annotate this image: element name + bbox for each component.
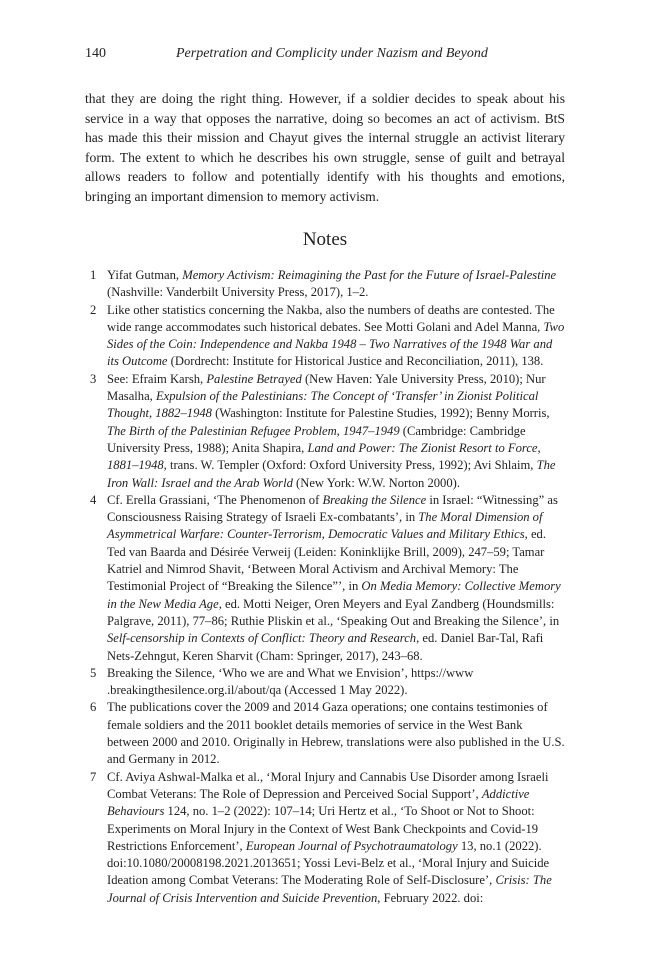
notes-heading: Notes <box>302 229 348 250</box>
note-title-italic: Crisis: The Journal of Crisis Intervention and Suicide Prevention <box>107 873 552 905</box>
note-item <box>85 699 565 768</box>
note-text-segment: (New York: W.W. Norton 2000). <box>292 475 460 490</box>
note-text-segment: Cf. Erella Grassiani, ‘The Phenomenon of <box>107 492 323 507</box>
body-paragraph: that they are doing the right thing. However, if a soldier decides to speak about his service in a way that opposes the narrative, doing so becomes an act of activism. BtS has made this their mission and Chayut gives the internal struggle an activist literary form. The extent to which he describes his own struggle, sense of guilt and betrayal allows readers to follow and potentially identify with his thoughts and emotions, bringing an important dimension to memory activism. <box>85 91 565 204</box>
note-item <box>85 665 565 700</box>
notes-list <box>85 267 565 907</box>
note-item <box>85 267 565 302</box>
note-text-segment: (Nashville: Vanderbilt University Press, 2017), 1–2. <box>107 285 369 300</box>
note-text-segment: Yifat Gutman, <box>107 268 183 282</box>
note-title-italic: European Journal of Psychotraumatology <box>245 838 458 853</box>
running-title: Perpetration and Complicity under Nazism and Beyond <box>176 46 488 61</box>
note-title-italic: The Birth of the Palestinian Refugee Problem, 1947–1949 <box>107 423 400 438</box>
note-title-italic: The Moral Dimension of Asymmetrical Warfare: Counter-Terrorism, Democratic Values and Military Ethics <box>107 510 543 542</box>
note-text-segment: , ed. Ted van Baarda and Désirée Verweij (Leiden: Koninklijke Brill, 2009), 247–59; Tamar Katriel and Nimrod Shavit, ‘Between Moral Activism and Archival Memory: The Testimonial Project of “Breaking the Silence”’, in <box>107 527 546 594</box>
note-number: 3 <box>90 371 97 386</box>
note-item <box>85 302 565 371</box>
page-number: 140 <box>85 46 106 61</box>
running-head <box>85 44 565 64</box>
note-item <box>85 492 565 665</box>
note-text <box>107 699 565 768</box>
note-number: 6 <box>90 700 97 715</box>
note-text <box>107 665 565 700</box>
note-title-italic: The Iron Wall: Israel and the Arab World <box>107 458 556 490</box>
note-text <box>107 371 565 492</box>
note-text-segment: in Israel: “Witnessing” as Consciousness Raising Strategy of Israeli Ex-combatants’, in <box>107 492 558 525</box>
note-text-segment: See: Efraim Karsh, <box>107 371 207 386</box>
note-text-segment: 124, no. 1–2 (2022): 107–14; Uri Hertz et al., ‘To Shoot or Not to Shoot: Experiments on Moral Injury in the Context of West Bank Checkpoints and Covid-19 Restrictions Enforcement’, <box>107 804 539 853</box>
note-text-segment: 13, no.1 (2022). doi:10.1080/20008198.2021.2013651; Yossi Levi-Belz et al., ‘Moral Injury and Suicide Ideation among Combat Veterans: The Moderating Role of Self-Disclosure’, <box>107 838 550 888</box>
note-number: 1 <box>90 268 97 282</box>
note-item <box>85 769 565 907</box>
note-title-italic: Land and Power: The Zionist Resort to Force, 1881–1948, <box>107 440 541 473</box>
note-text <box>107 492 565 665</box>
note-item <box>85 371 565 492</box>
note-text <box>107 302 565 371</box>
note-title-italic: Expulsion of the Palestinians: The Concept of ‘Transfer’ in Zionist Political Thought, 1882–1948 <box>107 389 539 421</box>
note-number: 5 <box>90 665 97 680</box>
note-text-segment: , ed. Motti Neiger, Oren Meyers and Eyal Zandberg (Houndsmills: Palgrave, 2011), 77–86; Ruthie Pliskin et al., ‘Speaking Out and Breaking the Silence’, in <box>107 596 560 628</box>
note-text-segment: (Cambridge: Cambridge University Press, 1988); Anita Shapira, <box>107 423 526 455</box>
note-number: 7 <box>90 769 97 784</box>
note-title-italic: On Media Memory: Collective Memory in the New Media Age <box>107 579 561 611</box>
note-text-segment: , ed. Daniel Bar-Tal, Rafi Nets-Zehngut, Keren Sharvit (Cham: Springer, 2017), 243–68. <box>107 631 544 663</box>
note-title-italic: Breaking the Silence <box>322 492 427 507</box>
note-text-segment: Like other statistics concerning the Nakba, also the numbers of deaths are contested. The wide range accommodates such historical debates. See Motti Golani and Adel Manna, <box>107 302 555 334</box>
note-title-italic: Self-censorship in Contexts of Conflict: Theory and Research <box>107 631 417 646</box>
note-text-segment: The publications cover the 2009 and 2014 Gaza operations; one contains testimonies of female soldiers and the 2011 booklet details memories of service in the West Bank between 2000 and 2010. Originally in Hebrew, translations were also published in the U.S. and Germany in 2012. <box>107 700 565 767</box>
note-text <box>107 769 565 907</box>
note-text-segment: Cf. Aviya Ashwal-Malka et al., ‘Moral Injury and Cannabis Use Disorder among Israeli Combat Veterans: The Role of Depression and Perceived Social Support’, <box>107 769 549 801</box>
note-text <box>107 267 565 302</box>
note-text-segment: (Washington: Institute for Palestine Studies, 1992); Benny Morris, <box>211 406 550 421</box>
note-text-segment: (New Haven: Yale University Press, 2010); Nur Masalha, <box>107 371 546 404</box>
note-title-italic: Palestine Betrayed <box>206 371 302 386</box>
note-title-italic: Two Sides of the Coin: Independence and Nakba 1948 – Two Narratives of the 1948 War and its Outcome <box>107 319 565 369</box>
note-text-segment: Breaking the Silence, ‘Who we are and What we Envision’, https://www .breakingthesilence.org.il/about/qa (Accessed 1 May 2022). <box>107 665 474 698</box>
note-title-italic: Addictive Behaviours <box>107 786 530 819</box>
note-number: 4 <box>90 492 97 507</box>
note-text-segment: trans. W. Templer (Oxford: Oxford University Press, 1992); Avi Shlaim, <box>166 458 537 473</box>
note-text-segment: (Dordrecht: Institute for Historical Justice and Reconciliation, 2011), 138. <box>167 354 544 369</box>
note-title-italic: Memory Activism: Reimagining the Past for the Future of Israel-Palestine <box>182 268 557 282</box>
note-number: 2 <box>90 302 97 317</box>
note-text-segment: , February 2022. doi: <box>377 890 484 905</box>
